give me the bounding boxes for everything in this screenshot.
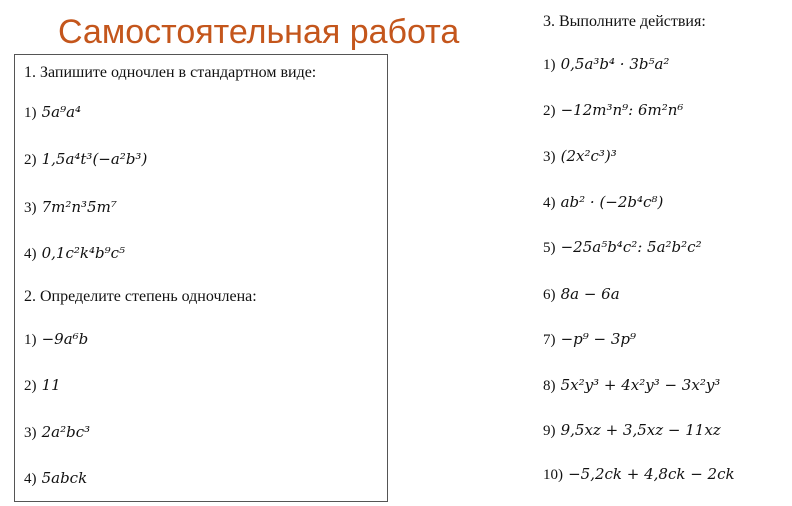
list-item: [24, 421, 90, 444]
item-number: 2): [543, 103, 556, 119]
item-expression: 8a − 6a: [560, 285, 620, 303]
list-item: [543, 463, 735, 486]
item-expression: −p⁹ − 3p⁹: [560, 330, 637, 348]
item-number: 8): [543, 378, 556, 394]
item-number: 9): [543, 423, 556, 439]
list-item: [24, 196, 117, 219]
item-number: 3): [543, 149, 556, 165]
list-item: [543, 191, 663, 214]
item-number: 3): [24, 200, 37, 216]
item-expression: −5,2ck + 4,8ck − 2ck: [568, 465, 735, 483]
item-expression: 0,1c²k⁴b⁹c⁵: [41, 244, 125, 262]
item-expression: 9,5xz + 3,5xz − 11xz: [560, 421, 721, 439]
item-number: 10): [543, 467, 563, 483]
list-item: [543, 236, 702, 259]
item-number: 4): [24, 471, 37, 487]
list-item: [543, 328, 636, 351]
item-expression: 11: [41, 376, 61, 394]
item-expression: 5abck: [41, 469, 88, 487]
item-number: 4): [24, 246, 37, 262]
item-expression: 2a²bc³: [41, 423, 91, 441]
item-number: 2): [24, 378, 37, 394]
list-item: [24, 328, 88, 351]
item-expression: −12m³n⁹: 6m²n⁶: [560, 101, 684, 119]
list-item: [24, 374, 61, 397]
item-expression: 5x²y³ + 4x²y³ − 3x²y³: [560, 376, 721, 394]
item-number: 1): [543, 57, 556, 73]
list-item: [543, 145, 617, 168]
list-item: [543, 283, 620, 306]
list-item: [24, 101, 81, 124]
item-expression: 7m²n³5m⁷: [41, 198, 117, 216]
item-expression: 5a⁹a⁴: [41, 103, 82, 121]
section1-heading: 1. Запишите одночлен в стандартном виде:: [24, 64, 317, 81]
item-expression: −25a⁵b⁴c²: 5a²b²c²: [560, 238, 702, 256]
item-number: 1): [24, 105, 37, 121]
section2-heading: 2. Определите степень одночлена:: [24, 288, 257, 305]
item-expression: −9a⁶b: [41, 330, 89, 348]
list-item: [543, 419, 721, 442]
list-item: [24, 148, 147, 171]
item-number: 1): [24, 332, 37, 348]
section3-heading: 3. Выполните действия:: [543, 13, 706, 30]
list-item: [24, 242, 125, 265]
item-number: 4): [543, 195, 556, 211]
list-item: [24, 467, 87, 490]
item-expression: ab² · (−2b⁴c⁸): [560, 193, 664, 211]
item-number: 2): [24, 152, 37, 168]
item-expression: 0,5a³b⁴ · 3b⁵a²: [560, 55, 670, 73]
list-item: [543, 53, 669, 76]
page-title: Самостоятельная работа: [58, 13, 460, 51]
item-expression: 1,5a⁴t³(−a²b³): [41, 150, 148, 168]
list-item: [543, 374, 720, 397]
item-expression: (2x²c³)³: [560, 147, 617, 165]
item-number: 5): [543, 240, 556, 256]
item-number: 7): [543, 332, 556, 348]
item-number: 6): [543, 287, 556, 303]
list-item: [543, 99, 683, 122]
item-number: 3): [24, 425, 37, 441]
